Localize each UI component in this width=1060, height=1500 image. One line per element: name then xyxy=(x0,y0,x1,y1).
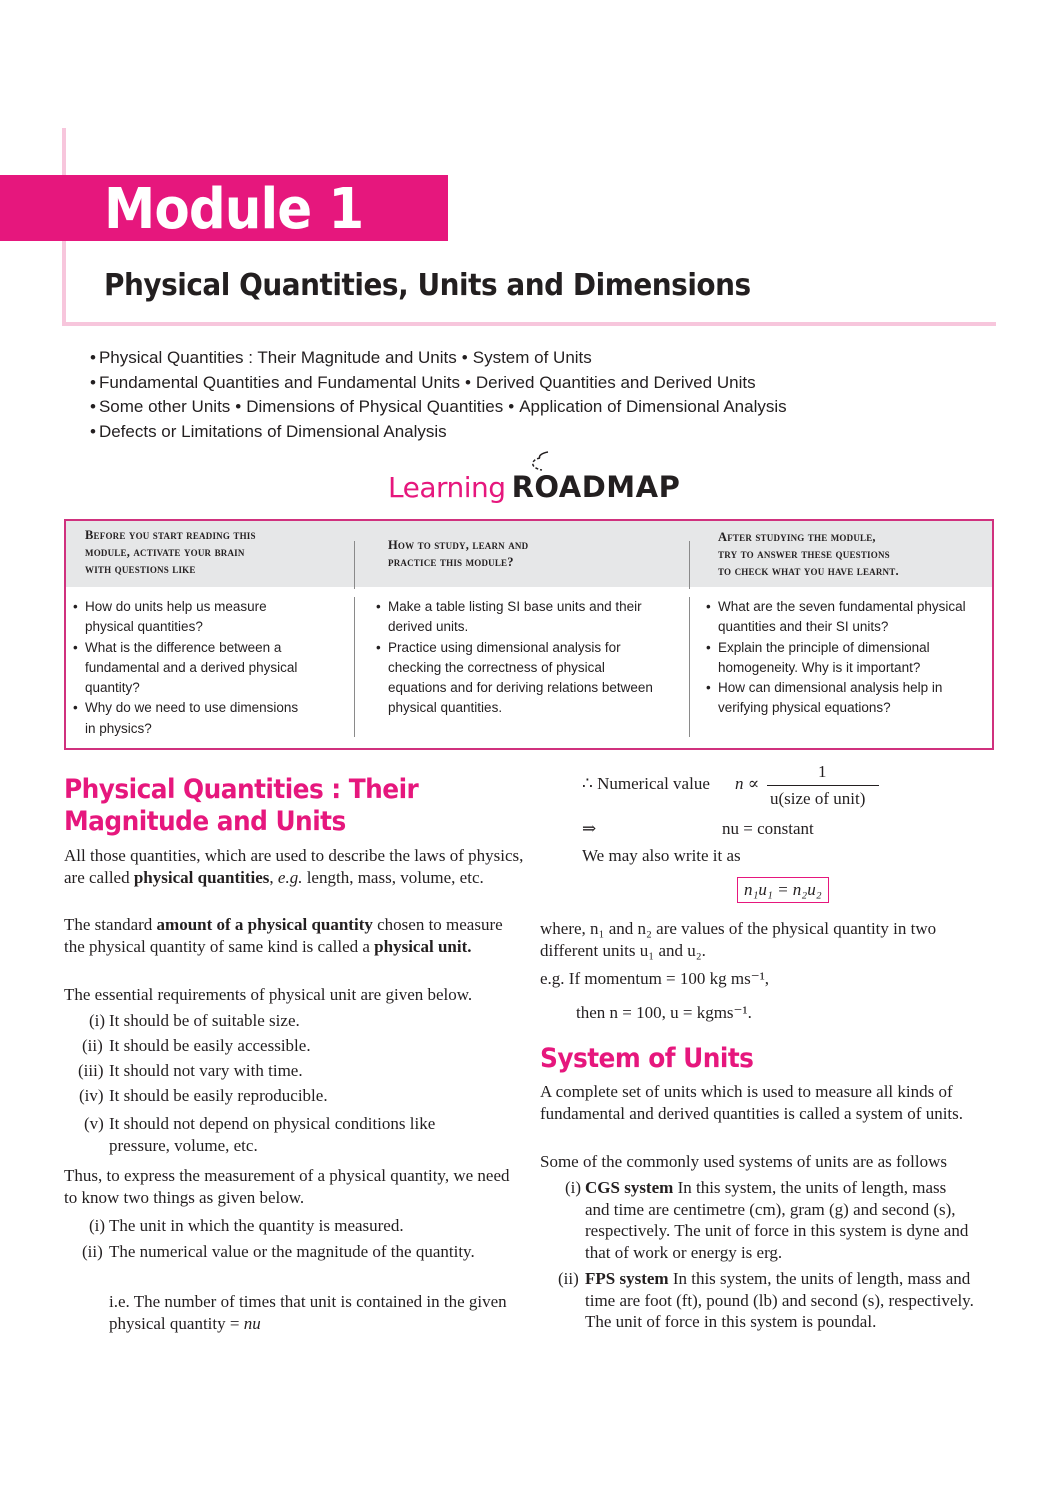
roadmap-col2-list xyxy=(376,597,676,719)
topic-list xyxy=(90,346,787,444)
list-item: (i) CGS system In this system, the units of length, mass and time are centimetre (cm), gram (g) and second (s), respectively. The unit of force in this system is dyne and that of work or energy is erg. xyxy=(565,1178,969,1262)
paragraph-two-things: Thus, to express the measurement of a physical quantity, we need to know two things as given below. xyxy=(64,1166,510,1207)
implies-icon: ⇒ xyxy=(582,819,597,838)
topic-item: Physical Quantities : Their Magnitude and Units xyxy=(98,348,457,367)
topic-line: • Defects or Limitations of Dimensional Analysis xyxy=(90,421,447,441)
list-item: (ii) The numerical value or the magnitude of the quantity. xyxy=(82,1242,475,1261)
heading-line: try to answer these questions xyxy=(718,547,890,561)
list-item: • Make a table listing SI base units and their derived units. xyxy=(376,597,676,638)
paragraph-write-as: We may also write it as xyxy=(582,846,741,865)
roadmap-col3-heading xyxy=(718,529,899,580)
topic-item: Defects or Limitations of Dimensional Analysis xyxy=(98,421,447,441)
list-item: • How do units help us measure physical quantities? xyxy=(73,597,343,638)
section-heading-physical-quantities xyxy=(64,774,450,838)
list-item: • Why do we need to use dimensions in physics? xyxy=(73,698,343,739)
equation-proportional-lhs: n ∝ xyxy=(735,774,760,793)
boxed-equation: n₁u₁ = n₂u₂ xyxy=(737,877,829,903)
heading-line: Magnitude and Units xyxy=(64,806,346,837)
heading-line: practice this module? xyxy=(388,555,514,569)
list-item: • How can dimensional analysis help in verifying physical equations? xyxy=(706,678,986,719)
paragraph-ie: i.e. The number of times that unit is contained in the given physical quantity = nu xyxy=(109,1292,507,1333)
list-item: (v) It should not depend on physical conditions like pressure, volume, etc. xyxy=(84,1114,436,1155)
column-divider xyxy=(354,541,355,589)
list-item: (iii) It should not vary with time. xyxy=(78,1061,303,1080)
paragraph-requirements: The essential requirements of physical unit are given below. xyxy=(64,985,473,1004)
topic-line: • Fundamental Quantities and Fundamental Units • Derived Quantities and Derived Units xyxy=(90,372,756,392)
topic-line: • Physical Quantities : Their Magnitude and Units • System of Units xyxy=(90,348,592,367)
list-item: (iv) It should be easily reproducible. xyxy=(79,1086,328,1105)
roadmap-title xyxy=(388,470,680,510)
roadmap-col1-heading xyxy=(85,527,256,578)
paragraph-where: where, n₁ and n₂ are values of the physical quantity in two different units u₁ and u₂. xyxy=(540,919,937,960)
paragraph-system-definition: A complete set of units which is used to measure all kinds of fundamental and derived quantities is called a system of units. xyxy=(540,1082,963,1123)
two-things-list xyxy=(64,1215,534,1291)
topic-item: Derived Quantities and Derived Units xyxy=(475,372,756,392)
list-item: • What are the seven fundamental physical quantities and their SI units? xyxy=(706,597,986,638)
list-item: (i) The unit in which the quantity is measured. xyxy=(89,1216,404,1235)
section-heading-system-of-units: System of Units xyxy=(540,1043,754,1074)
topic-line: • Some other Units • Dimensions of Physical Quantities • Application of Dimensional Analysis xyxy=(90,397,787,416)
list-item: • What is the difference between a fundamental and a derived physical quantity? xyxy=(73,638,343,699)
equation-proportional-prefix: ∴ Numerical value xyxy=(582,774,710,793)
fraction-denominator: u(size of unit) xyxy=(770,789,866,808)
topic-item: Fundamental Quantities and Fundamental Units xyxy=(98,372,460,392)
fraction-numerator: 1 xyxy=(818,762,827,781)
column-divider xyxy=(689,541,690,589)
heading-line: Physical Quantities : Their xyxy=(64,774,419,805)
topic-item: Application of Dimensional Analysis xyxy=(519,397,787,416)
list-item: (i) It should be of suitable size. xyxy=(89,1011,300,1030)
chapter-title: Physical Quantities, Units and Dimensions xyxy=(104,268,751,303)
topic-item: System of Units xyxy=(472,348,592,367)
equation-constant: nu = constant xyxy=(722,819,814,838)
roadmap-col1-list xyxy=(73,597,343,739)
list-item: (ii) FPS system In this system, the units of length, mass and time are foot (ft), pound (lb) and second (s), respectively. The unit of force in this system is poundal. xyxy=(558,1269,974,1331)
roadmap-title-prefix: Learning xyxy=(388,471,506,504)
module-label: Module 1 xyxy=(104,177,364,242)
roadmap-col2-heading xyxy=(388,537,528,571)
roadmap-title-suffix: ROADMAP xyxy=(511,470,681,504)
topic-item: Some other Units xyxy=(98,397,231,416)
paragraph-definition: All those quantities, which are used to describe the laws of physics, are called physical quantities, e.g. length, mass, volume, etc. xyxy=(64,846,524,887)
example-then: then n = 100, u = kgms⁻¹. xyxy=(576,1003,752,1022)
heading-line: with questions like xyxy=(85,562,196,576)
roadmap-table xyxy=(64,519,994,750)
example-momentum: e.g. If momentum = 100 kg ms⁻¹, xyxy=(540,969,770,988)
topic-item: Dimensions of Physical Quantities xyxy=(246,397,504,416)
paragraph-unit: The standard amount of a physical quantity chosen to measure the physical quantity of same kind is called a physical unit. xyxy=(64,915,503,956)
heading-line: module, activate your brain xyxy=(85,545,245,559)
heading-line: After studying the module, xyxy=(718,530,876,544)
fraction-bar xyxy=(767,785,879,786)
heading-line: Before you start reading this xyxy=(85,528,256,542)
column-divider xyxy=(354,597,355,737)
header-accent-rule xyxy=(62,322,996,326)
heading-line: to check what you have learnt. xyxy=(718,564,899,578)
list-item: • Practice using dimensional analysis for checking the correctness of physical equations and for deriving relations between physical quantities. xyxy=(376,638,676,719)
heading-line: How to study, learn and xyxy=(388,538,529,552)
systems-list xyxy=(540,1177,1000,1338)
requirements-list xyxy=(64,1010,534,1163)
column-divider xyxy=(689,597,690,737)
roadmap-col3-list xyxy=(706,597,986,719)
list-item: (ii) It should be easily accessible. xyxy=(82,1036,311,1055)
paragraph-common-systems: Some of the commonly used systems of units are as follows xyxy=(540,1152,948,1171)
list-item: • Explain the principle of dimensional homogeneity. Why is it important? xyxy=(706,638,986,679)
